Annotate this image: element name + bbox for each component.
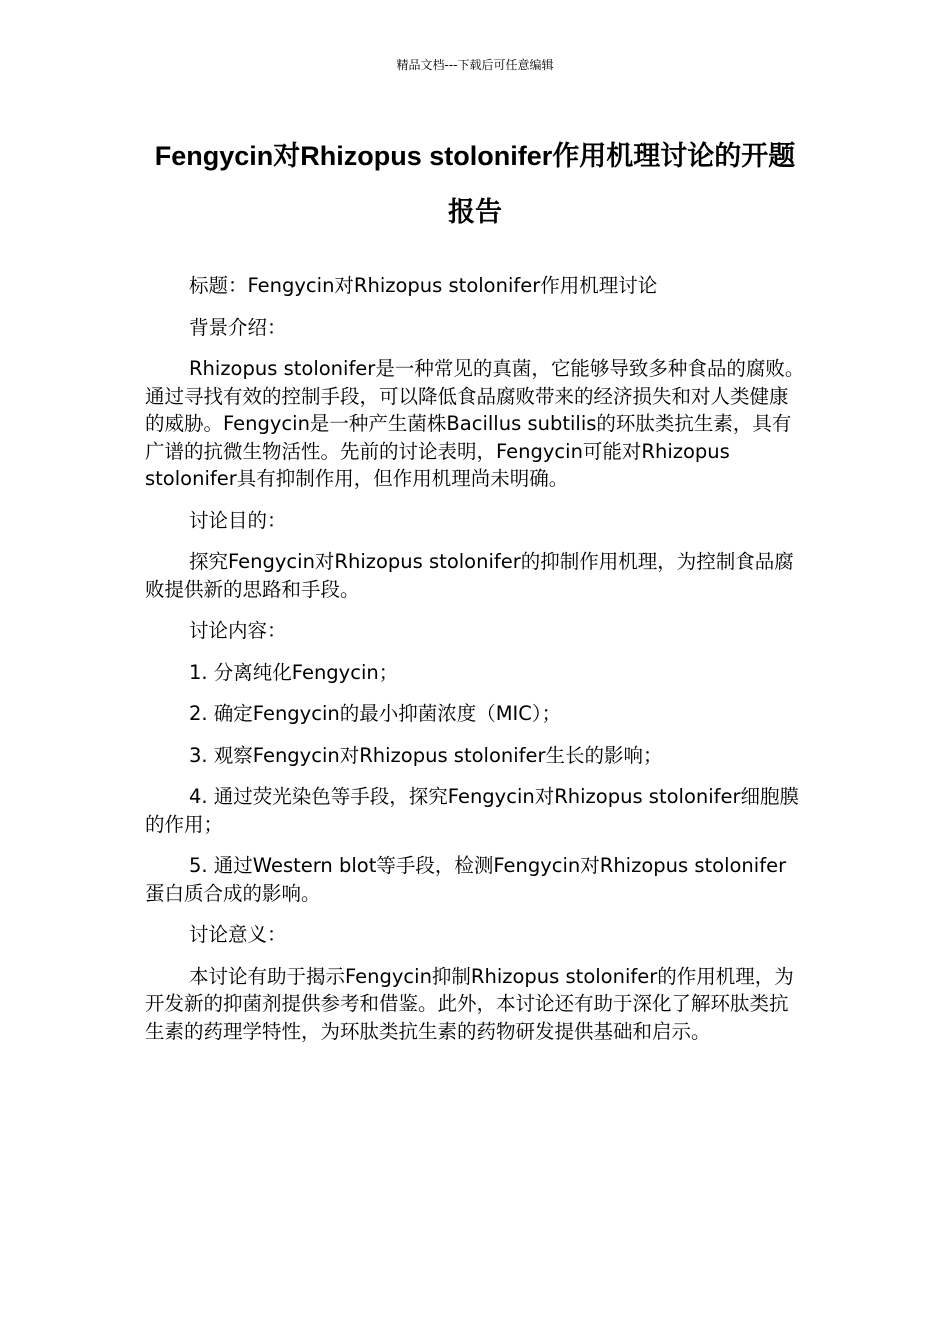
heading-background: 背景介绍： (189, 315, 287, 339)
list-item-4: 4. 通过荧光染色等手段，探究Fengycin对Rhizopus stolonifer细胞膜的作用； (145, 785, 800, 836)
paragraph-background: Rhizopus stolonifer是一种常见的真菌，它能够导致多种食品的腐败。通过寻找有效的控制手段，可以降低食品腐败带来的经济损失和对人类健康的威胁。Fengycin是一种产生菌株Bacillus subtilis的环肽类抗生素，具有广谱的抗微生物活性。先前的讨论表明，Fengycin可能对Rhizopus stolonifer具有抑制作用，但作用机理尚未明确。 (145, 357, 805, 490)
heading-purpose: 讨论目的： (189, 508, 287, 532)
heading-significance: 讨论意义： (189, 923, 287, 946)
paragraph-purpose: 探究Fengycin对Rhizopus stolonifer的抑制作用机理，为控制食品腐败提供新的思路和手段。 (145, 550, 794, 601)
document-body (145, 272, 805, 1059)
list-item-3: 3. 观察Fengycin对Rhizopus stolonifer生长的影响； (189, 743, 663, 767)
list-item-2: 2. 确定Fengycin的最小抑菌浓度（MIC）； (189, 702, 562, 725)
document-title: Fengycin对Rhizopus stolonifer作用机理讨论的开题报告 (154, 141, 796, 227)
list-item-5: 5. 通过Western blot等手段，检测Fengycin对Rhizopus stolonifer蛋白质合成的影响。 (145, 854, 787, 905)
paragraph-topic: 标题：Fengycin对Rhizopus stolonifer作用机理讨论 (189, 274, 658, 297)
heading-content: 讨论内容： (189, 619, 287, 642)
paragraph-significance: 本讨论有助于揭示Fengycin抑制Rhizopus stolonifer的作用机理，为开发新的抑菌剂提供参考和借鉴。此外，本讨论还有助于深化了解环肽类抗生素的药理学特性，为环肽类抗生素的药物研发提供基础和启示。 (145, 964, 794, 1043)
page-header-note: 精品文档---下载后可任意编辑 (396, 58, 554, 72)
list-item-1: 1. 分离纯化Fengycin； (189, 660, 399, 684)
